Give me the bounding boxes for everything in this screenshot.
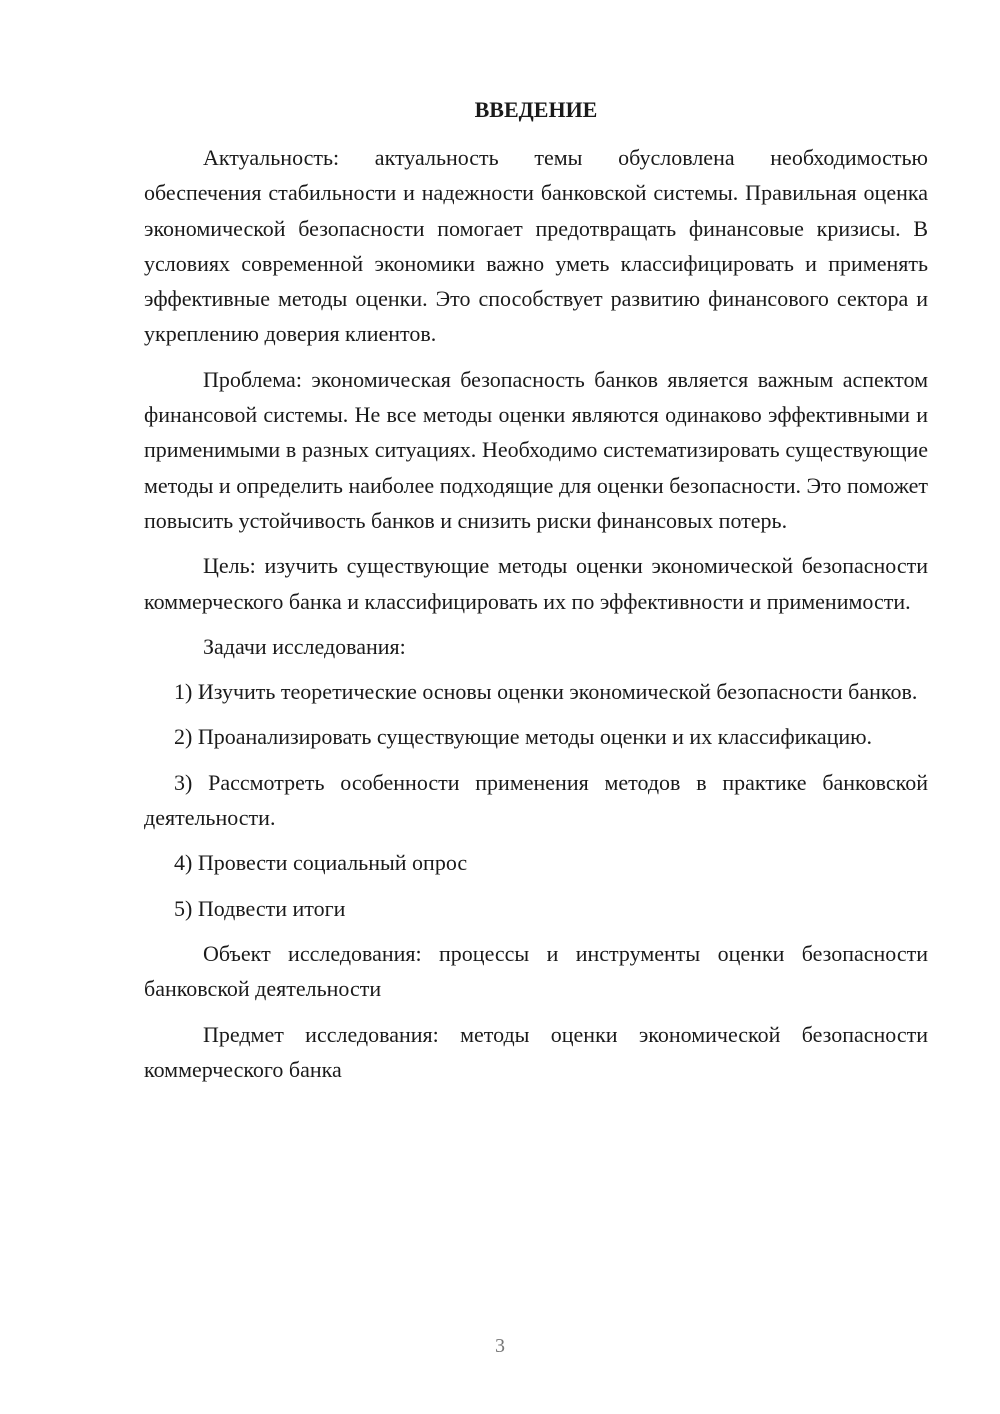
task-item: 1) Изучить теоретические основы оценки экономической безопасности банков. xyxy=(174,679,918,705)
tasks-heading: Задачи исследования: xyxy=(203,633,406,659)
task-item: 2) Проанализировать существующие методы оценки и их классификацию. xyxy=(174,724,873,750)
subject-paragraph: Предмет исследования: методы оценки экономической безопасности коммерческого банка xyxy=(144,1021,928,1082)
task-item: 5) Подвести итоги xyxy=(174,895,346,921)
task-item: 4) Провести социальный опрос xyxy=(174,850,468,876)
problem-paragraph: Проблема: экономическая безопасность банков является важным аспектом финансовой системы. Не все методы оценки являются одинаково эффективными и применимыми в разных ситуациях. Необходимо систематизировать существующие методы и определить наиболее подходящие для оценки безопасности. Это поможет повысить устойчивость банков и снизить риски финансовых потерь. xyxy=(144,366,928,533)
page-content xyxy=(144,94,928,1097)
page-title: ВВЕДЕНИЕ xyxy=(474,97,598,122)
goal-paragraph: Цель: изучить существующие методы оценки экономической безопасности коммерческого банка и классифицировать их по эффективности и применимости. xyxy=(144,553,928,614)
object-paragraph: Объект исследования: процессы и инструменты оценки безопасности банковской деятельности xyxy=(144,940,928,1002)
page-number: 3 xyxy=(495,1335,505,1357)
relevance-paragraph: Актуальность: актуальность темы обусловлена необходимостью обеспечения стабильности и надежности банковской системы. Правильная оценка экономической безопасности помогает предотвращать финансовые кризисы. В условиях современной экономики важно уметь классифицировать и применять эффективные методы оценки. Это способствует развитию финансового сектора и укреплению доверия клиентов. xyxy=(144,145,928,347)
task-item: 3) Рассмотреть особенности применения методов в практике банковской деятельности. xyxy=(144,769,928,831)
